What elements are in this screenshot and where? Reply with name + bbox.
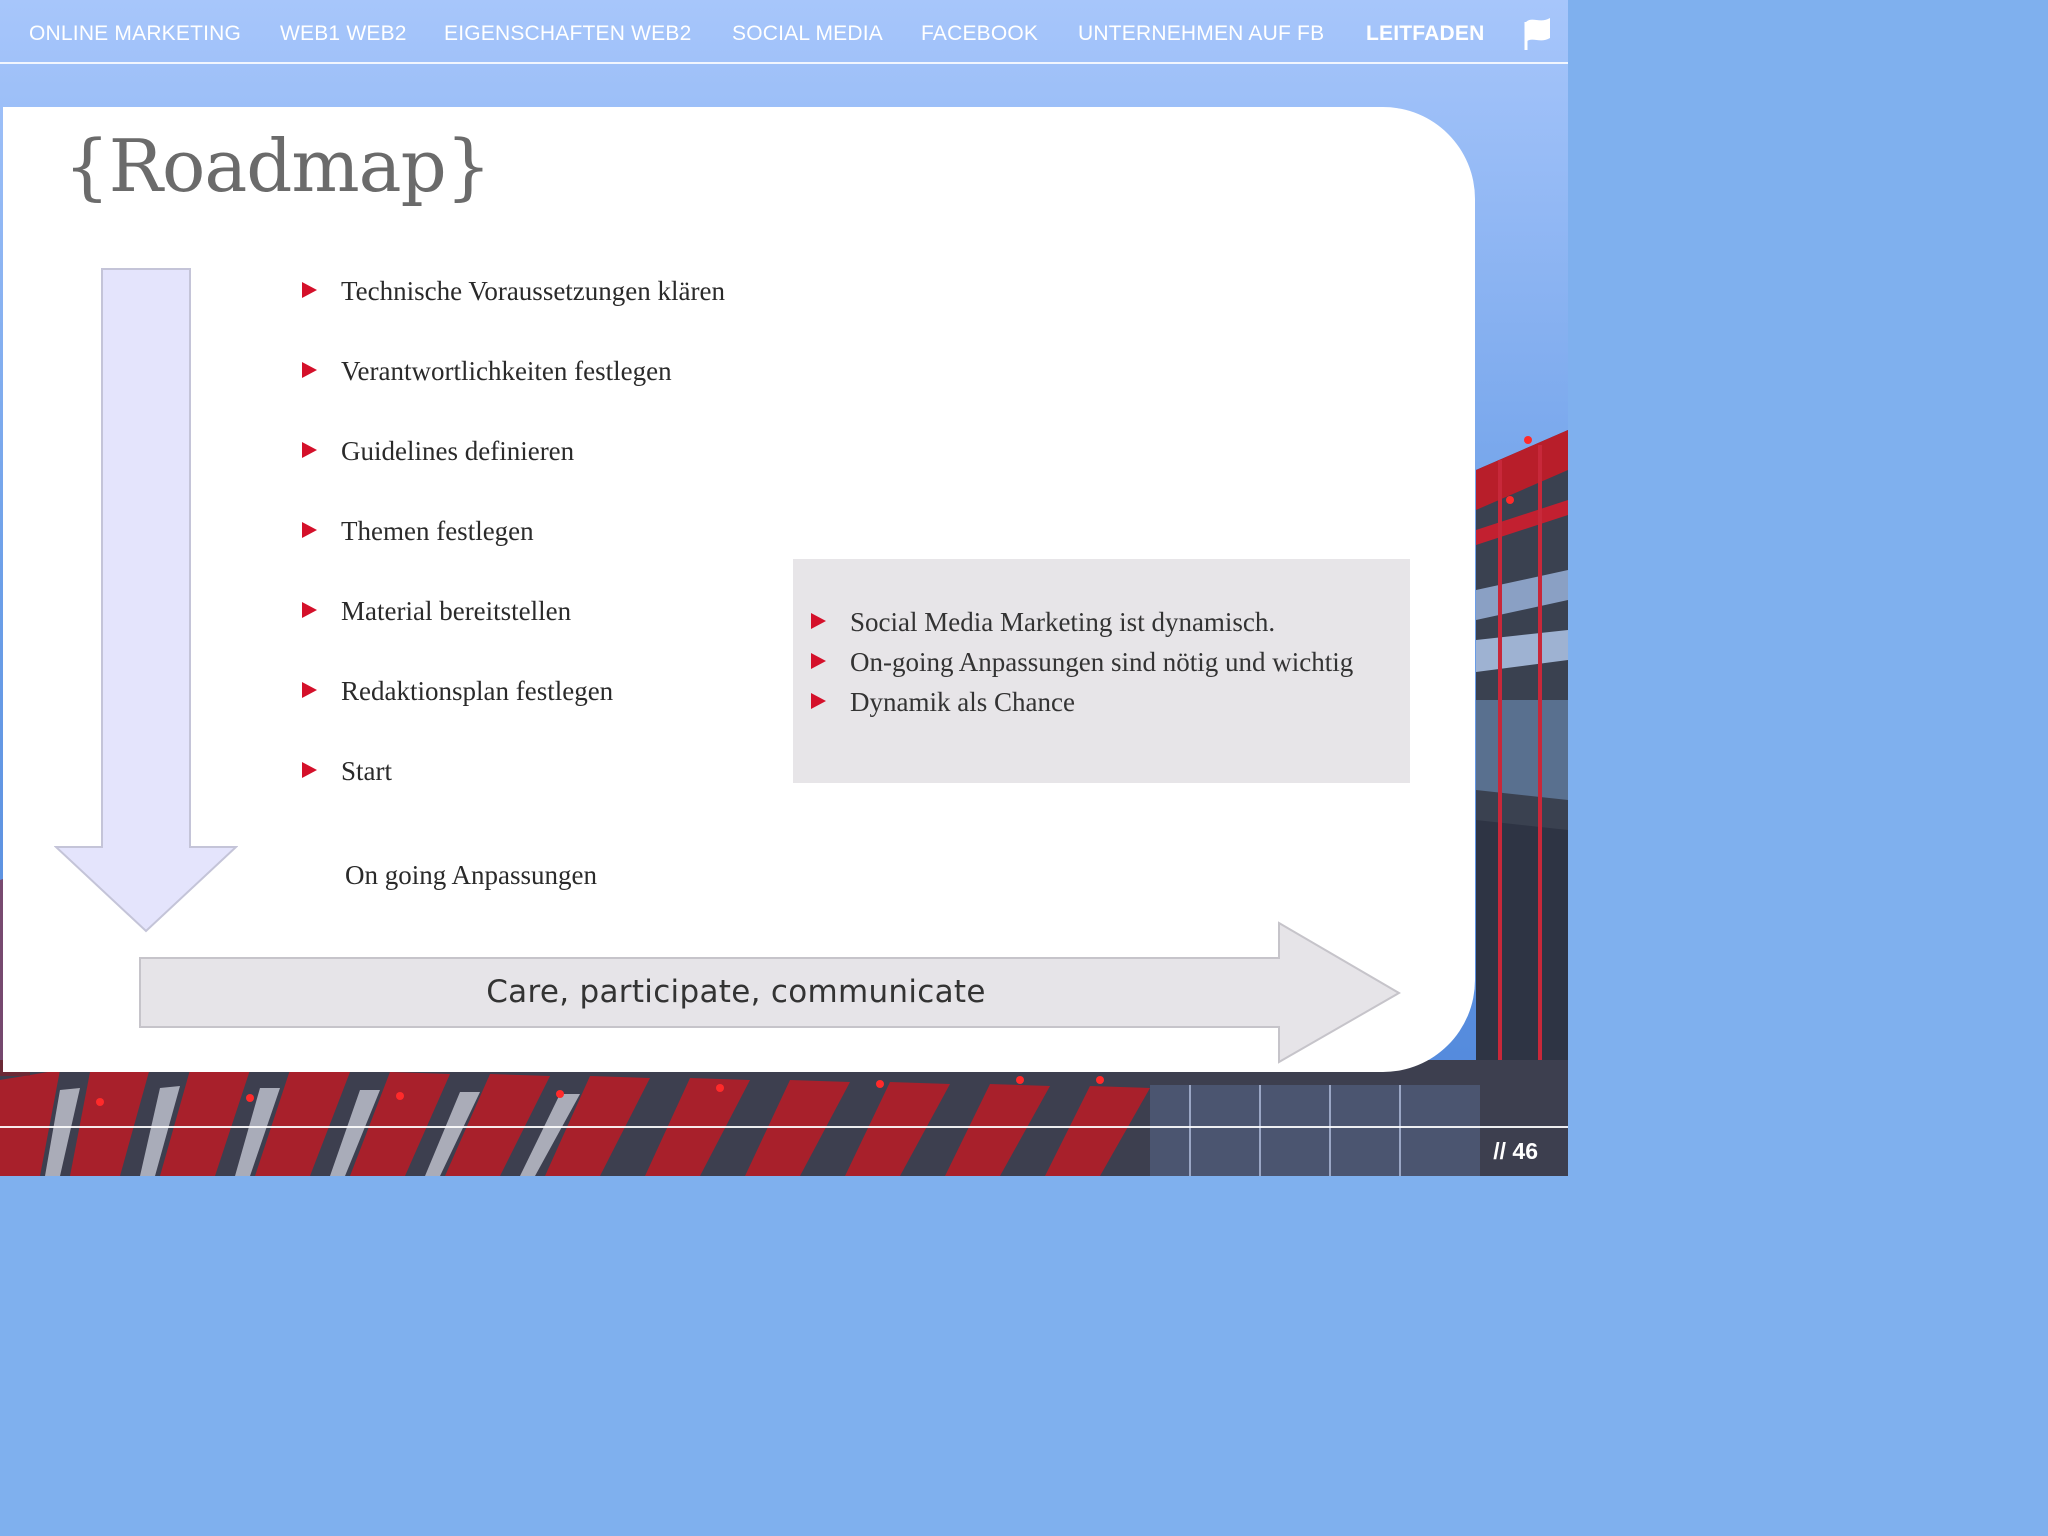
step-text: Start — [341, 756, 392, 786]
box-item-text: On-going Anpassungen sind nötig und wichtig — [850, 647, 1354, 677]
page-number: // 46 — [1493, 1138, 1538, 1164]
triangle-bullet-icon — [811, 613, 826, 629]
step-text: Themen festlegen — [341, 516, 534, 546]
step-text: Redaktionsplan festlegen — [341, 676, 614, 706]
step-text: Guidelines definieren — [341, 436, 575, 466]
dynamics-info-box — [793, 559, 1410, 783]
nav-item-eigenschaften-web2[interactable]: EIGENSCHAFTEN WEB2 — [444, 22, 692, 45]
step-text: Material bereitstellen — [341, 596, 572, 626]
list-item — [302, 356, 672, 387]
ongoing-label: On going Anpassungen — [345, 860, 597, 890]
list-item — [811, 687, 1075, 718]
down-arrow-shape — [54, 267, 238, 933]
triangle-bullet-icon — [302, 682, 317, 698]
triangle-bullet-icon — [302, 522, 317, 538]
footer-divider — [0, 1126, 1568, 1128]
nav-item-unternehmen-auf-fb[interactable]: UNTERNEHMEN AUF FB — [1078, 22, 1325, 45]
nav-item-online-marketing[interactable]: ONLINE MARKETING — [29, 22, 242, 45]
list-item — [302, 436, 574, 467]
step-text: Verantwortlichkeiten festlegen — [341, 356, 672, 386]
list-item — [811, 607, 1275, 638]
box-item-text: Dynamik als Chance — [850, 687, 1075, 717]
box-item-text: Social Media Marketing ist dynamisch. — [850, 607, 1276, 637]
flag-icon — [1522, 14, 1552, 52]
triangle-bullet-icon — [302, 762, 317, 778]
list-item — [302, 596, 571, 627]
nav-item-web1-web2[interactable]: WEB1 WEB2 — [280, 22, 407, 45]
list-item — [302, 676, 613, 707]
top-navigation — [0, 0, 1568, 64]
nav-item-social-media[interactable]: SOCIAL MEDIA — [732, 22, 883, 45]
triangle-bullet-icon — [302, 602, 317, 618]
triangle-bullet-icon — [811, 693, 826, 709]
slide-title: {Roadmap} — [64, 124, 491, 208]
list-item — [302, 276, 725, 307]
arrow-caption: Care, participate, communicate — [486, 974, 986, 1010]
triangle-bullet-icon — [302, 362, 317, 378]
list-item — [302, 516, 534, 547]
triangle-bullet-icon — [302, 442, 317, 458]
step-text: Technische Voraussetzungen klären — [341, 276, 725, 306]
list-item — [811, 647, 1353, 678]
nav-item-facebook[interactable]: FACEBOOK — [921, 22, 1039, 45]
list-item — [302, 756, 392, 787]
triangle-bullet-icon — [302, 282, 317, 298]
nav-item-leitfaden[interactable]: LEITFADEN — [1366, 22, 1485, 45]
triangle-bullet-icon — [811, 653, 826, 669]
